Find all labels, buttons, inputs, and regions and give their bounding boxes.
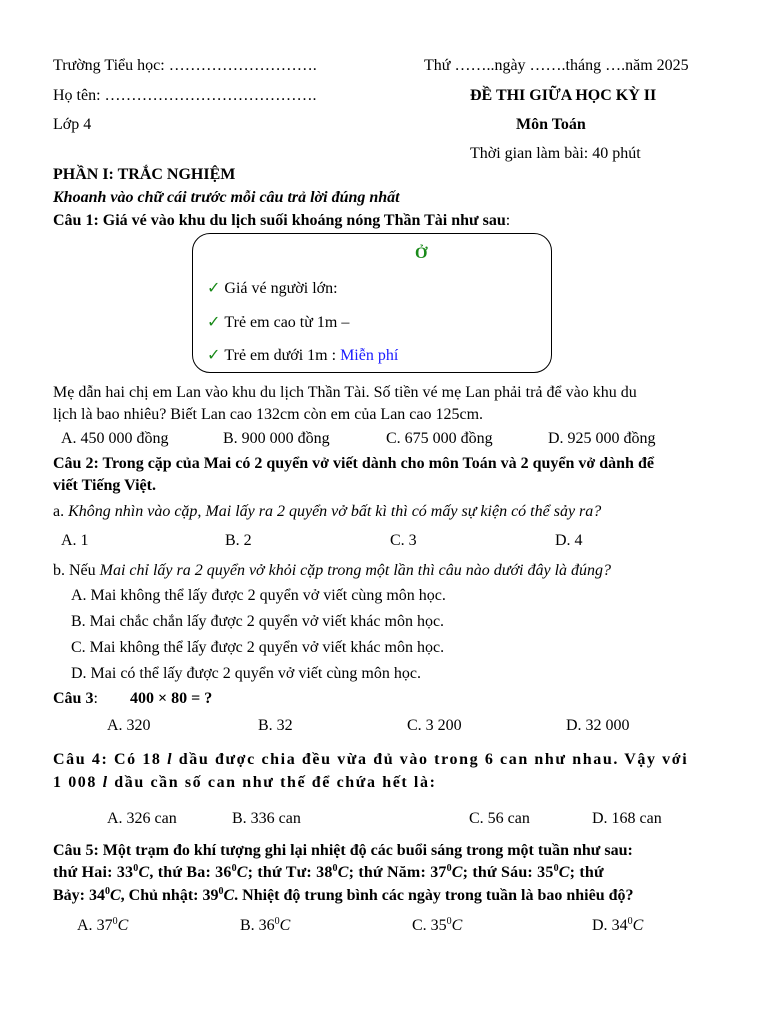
question-1-para: Mẹ dẫn hai chị em Lan vào khu du lịch Thần Tài. Số tiền vé mẹ Lan phải trả để vào khu du (53, 384, 637, 401)
option-c[interactable]: C. 3 200 (407, 717, 462, 734)
part-instruction: Khoanh vào chữ cái trước mỗi câu trả lời đúng nhất (53, 189, 400, 206)
question-1-para: lịch là bao nhiêu? Biết Lan cao 132cm còn em của Lan cao 125cm. (53, 406, 484, 423)
question-label: Câu 5 (53, 842, 94, 859)
box-heading: Ở (415, 245, 428, 262)
price-item: ✓ Trẻ em cao từ 1m – (207, 314, 350, 331)
option-a[interactable]: A. 320 (107, 717, 151, 734)
question-label: Câu 1 (53, 212, 94, 229)
option-d[interactable]: D. 925 000 đồng (548, 430, 656, 447)
question-3: Câu 3: (53, 690, 98, 707)
option-b[interactable]: B. Mai chắc chắn lấy được 2 quyển vở viết khác môn học. (71, 613, 445, 630)
question-4: Câu 4: Có 18 l dầu được chia đều vừa đủ vào trong 6 can như nhau. Vậy với (53, 751, 689, 768)
price-item: ✓ Trẻ em dưới 1m : Miễn phí (207, 347, 399, 364)
option-b[interactable]: B. 2 (225, 532, 252, 549)
check-icon: ✓ (207, 314, 221, 331)
question-3-expr: 400 × 80 = ? (130, 690, 213, 707)
option-c[interactable]: C. 3 (390, 532, 417, 549)
option-a[interactable]: A. 1 (61, 532, 89, 549)
option-d[interactable]: D. Mai có thể lấy được 2 quyển vở viết cùng môn học. (71, 665, 421, 682)
check-icon: ✓ (207, 347, 221, 364)
question-label: Câu 3 (53, 690, 94, 707)
option-b[interactable]: B. 900 000 đồng (223, 430, 330, 447)
exam-title: ĐỀ THI GIỮA HỌC KỲ II (470, 87, 657, 104)
option-d[interactable]: D. $34^0C$ (592, 916, 644, 934)
date-line: Thứ ……..ngày …….tháng ….năm 2025 (424, 57, 689, 74)
option-d[interactable]: D. 168 can (592, 810, 662, 827)
option-b[interactable]: B. 336 can (232, 810, 301, 827)
question-5-temps-cont: Bảy: $34^0C$, Chủ nhật: $39^0C$. Nhiệt độ trung bình các ngày trong tuần là bao nhiêu độ? (53, 886, 634, 904)
question-1: Câu 1: Giá vé vào khu du lịch suối khoáng nóng Thần Tài như sau: (53, 212, 511, 229)
option-b[interactable]: B. 32 (258, 717, 293, 734)
school-line: Trường Tiểu học: ………………………. (53, 57, 317, 74)
question-2-cont: viết Tiếng Việt. (53, 477, 156, 494)
ticket-price-box (192, 233, 552, 373)
option-c[interactable]: C. 675 000 đồng (386, 430, 493, 447)
option-d[interactable]: D. 32 000 (566, 717, 630, 734)
option-c[interactable]: C. $35^0C$ (412, 916, 463, 934)
price-item: ✓ Giá vé người lớn: (207, 280, 338, 297)
question-label: Câu 2 (53, 455, 94, 472)
option-b[interactable]: B. $36^0C$ (240, 916, 291, 934)
question-2b: b. Nếu Mai chỉ lấy ra 2 quyển vở khỏi cặp trong một lần thì câu nào dưới đây là đúng? (53, 562, 612, 579)
option-d[interactable]: D. 4 (555, 532, 583, 549)
option-c[interactable]: C. Mai không thể lấy được 2 quyển vở viết khác môn học. (71, 639, 445, 656)
question-2a: a. Không nhìn vào cặp, Mai lấy ra 2 quyển vở bất kì thì có mấy sự kiện có thể sảy ra? (53, 503, 602, 520)
part-title: PHẦN I: TRẮC NGHIỆM (53, 166, 236, 183)
check-icon: ✓ (207, 280, 221, 297)
question-2: Câu 2: Trong cặp của Mai có 2 quyển vở viết dành cho môn Toán và 2 quyển vở dành để (53, 455, 654, 472)
option-a[interactable]: A. Mai không thể lấy được 2 quyển vở viết cùng môn học. (71, 587, 446, 604)
question-5-temps: thứ Hai: $33^0C$, thứ Ba: $36^0C$; thứ Tư: $38^0C$; thứ Năm: $37^0C$; thứ Sáu: $35^0C$; thứ (53, 863, 604, 881)
option-a[interactable]: A. 450 000 đồng (61, 430, 169, 447)
subject-title: Môn Toán (516, 116, 586, 133)
name-line: Họ tên: …………………………………. (53, 87, 317, 104)
question-4-cont: 1 008 l dầu cần số can như thế để chứa hết là: (53, 774, 437, 791)
option-a[interactable]: A. 326 can (107, 810, 177, 827)
option-a[interactable]: A. $37^0C$ (77, 916, 129, 934)
option-c[interactable]: C. 56 can (469, 810, 530, 827)
question-label: Câu 4 (53, 751, 102, 768)
question-5: Câu 5: Một trạm đo khí tượng ghi lại nhiệt độ các buổi sáng trong một tuần như sau: (53, 842, 633, 859)
class-line: Lớp 4 (53, 116, 92, 133)
time-line: Thời gian làm bài: 40 phút (470, 145, 641, 162)
free-label: Miễn phí (340, 347, 399, 364)
